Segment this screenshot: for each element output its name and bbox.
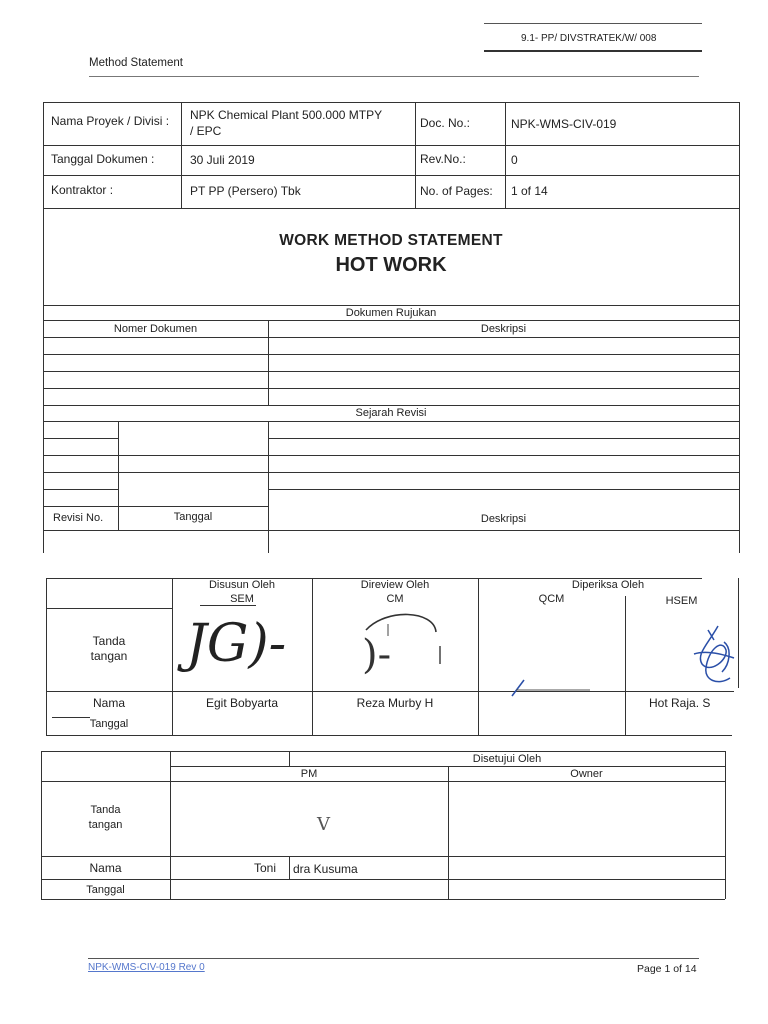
signature-label-1: Tanda xyxy=(92,634,126,648)
info-col-separator-2 xyxy=(415,102,416,208)
approval2-col-separator xyxy=(289,856,290,879)
name-pm-part2: dra Kusuma xyxy=(293,862,358,876)
checked-role-qcm: QCM xyxy=(538,593,565,605)
signature-pm-mark: V xyxy=(317,814,330,835)
revision-value: 0 xyxy=(511,153,518,167)
contractor-value: PT PP (Persero) Tbk xyxy=(190,184,301,198)
info-row-divider-1 xyxy=(43,145,739,146)
date-label: Tanggal xyxy=(89,718,129,730)
document-title-line1: WORK METHOD STATEMENT xyxy=(279,232,503,249)
approval2-border-right xyxy=(725,751,726,899)
prepared-role-underline xyxy=(200,605,256,606)
revisions-row-rule xyxy=(43,506,268,507)
approval2-date-rule xyxy=(41,879,725,880)
document-title-line2: HOT WORK xyxy=(335,254,447,276)
revisions-row-rule xyxy=(43,438,118,439)
document-date-value: 30 Juli 2019 xyxy=(190,153,255,167)
name-label: Nama xyxy=(89,861,122,875)
checked-role-hsem: HSEM xyxy=(665,595,698,607)
revisions-row-rule xyxy=(43,455,739,456)
contractor-label: Kontraktor : xyxy=(51,183,114,197)
prepared-role: SEM xyxy=(230,593,254,605)
references-col-description: Deskripsi xyxy=(480,323,527,335)
info-col-separator-3 xyxy=(505,102,506,208)
date-label: Tanggal xyxy=(86,884,125,896)
approval1-bottom-rule xyxy=(46,735,732,736)
table-top-border xyxy=(43,102,739,103)
revisions-row-rule xyxy=(43,489,118,490)
revisions-heading: Sejarah Revisi xyxy=(355,407,427,419)
footer-document-ref: NPK-WMS-CIV-019 Rev 0 xyxy=(88,962,205,973)
approval1-name-rule xyxy=(46,691,734,692)
revisions-row-rule xyxy=(43,472,739,473)
approval2-bottom-rule xyxy=(41,899,725,900)
approval1-header-rule xyxy=(46,608,172,609)
header-rule-code xyxy=(484,50,702,52)
project-value-line2: / EPC xyxy=(190,124,222,138)
reviewed-by-label: Direview Oleh xyxy=(360,579,430,591)
role-owner: Owner xyxy=(570,768,603,780)
approved-by-label: Disetujui Oleh xyxy=(472,753,542,765)
info-col-separator-1 xyxy=(181,102,182,208)
revisions-row-rule xyxy=(268,489,739,490)
signature-prepared: JG)- xyxy=(186,614,287,674)
revisions-col-description: Deskripsi xyxy=(480,513,527,525)
revisions-row-rule xyxy=(268,438,739,439)
references-col-number: Nomer Dokumen xyxy=(113,323,198,335)
references-col-separator xyxy=(268,320,269,405)
document-date-label: Tanggal Dokumen : xyxy=(51,152,155,166)
project-value-line1: NPK Chemical Plant 500.000 MTPY xyxy=(190,108,383,122)
revisions-header-rule xyxy=(43,421,739,422)
revisions-col-date: Tanggal xyxy=(173,511,213,523)
info-row-divider-3 xyxy=(43,208,739,209)
references-row-rule xyxy=(43,388,739,389)
reviewed-role: CM xyxy=(386,593,404,605)
header-title: Method Statement xyxy=(89,57,183,69)
footer-rule xyxy=(88,958,699,959)
signature-label-2: tangan xyxy=(90,649,128,663)
role-pm: PM xyxy=(300,768,318,780)
references-heading: Dokumen Rujukan xyxy=(345,307,437,319)
signature-label-2: tangan xyxy=(88,819,123,831)
name-pm-part1: Toni xyxy=(254,861,277,875)
signature-hsem-icon xyxy=(688,620,740,690)
revisions-footer-rule xyxy=(43,530,739,531)
name-reviewed: Reza Murby H xyxy=(356,696,434,710)
footer-page-number: Page 1 of 14 xyxy=(637,963,697,975)
doc-no-value: NPK-WMS-CIV-019 xyxy=(511,117,617,131)
references-row-rule xyxy=(43,371,739,372)
approval2-role-rule-left xyxy=(41,781,170,782)
header-rule-top xyxy=(484,23,702,24)
name-label: Nama xyxy=(92,696,125,710)
info-row-divider-2 xyxy=(43,175,739,176)
approval2-col-separator xyxy=(448,766,449,899)
pages-label: No. of Pages: xyxy=(420,184,493,198)
document-code: 9.1- PP/ DIVSTRATEK/W/ 008 xyxy=(521,33,657,44)
project-label: Nama Proyek / Divisi : xyxy=(51,114,170,128)
doc-no-label: Doc. No.: xyxy=(420,116,471,130)
name-hsem: Hot Raja. S xyxy=(649,696,711,710)
prepared-by-label: Disusun Oleh xyxy=(208,579,276,591)
pages-value: 1 of 14 xyxy=(511,184,548,198)
revisions-col-revision: Revisi No. xyxy=(53,512,104,524)
signature-label-1: Tanda xyxy=(90,804,121,816)
checked-by-label: Diperiksa Oleh xyxy=(571,579,645,591)
header-rule-bottom xyxy=(89,76,699,77)
name-prepared: Egit Bobyarta xyxy=(205,696,279,710)
references-header-rule xyxy=(43,320,739,321)
revisions-col-separator-2 xyxy=(268,421,269,553)
table-border-right xyxy=(739,102,740,553)
references-row-rule xyxy=(43,354,739,355)
signature-qcm-icon xyxy=(508,676,594,700)
approval1-col-separator xyxy=(625,596,626,735)
approval2-name-rule xyxy=(41,856,725,857)
revision-label: Rev.No.: xyxy=(420,152,466,166)
signature-reviewed-text: )- xyxy=(362,632,392,678)
references-row-rule xyxy=(43,337,739,338)
